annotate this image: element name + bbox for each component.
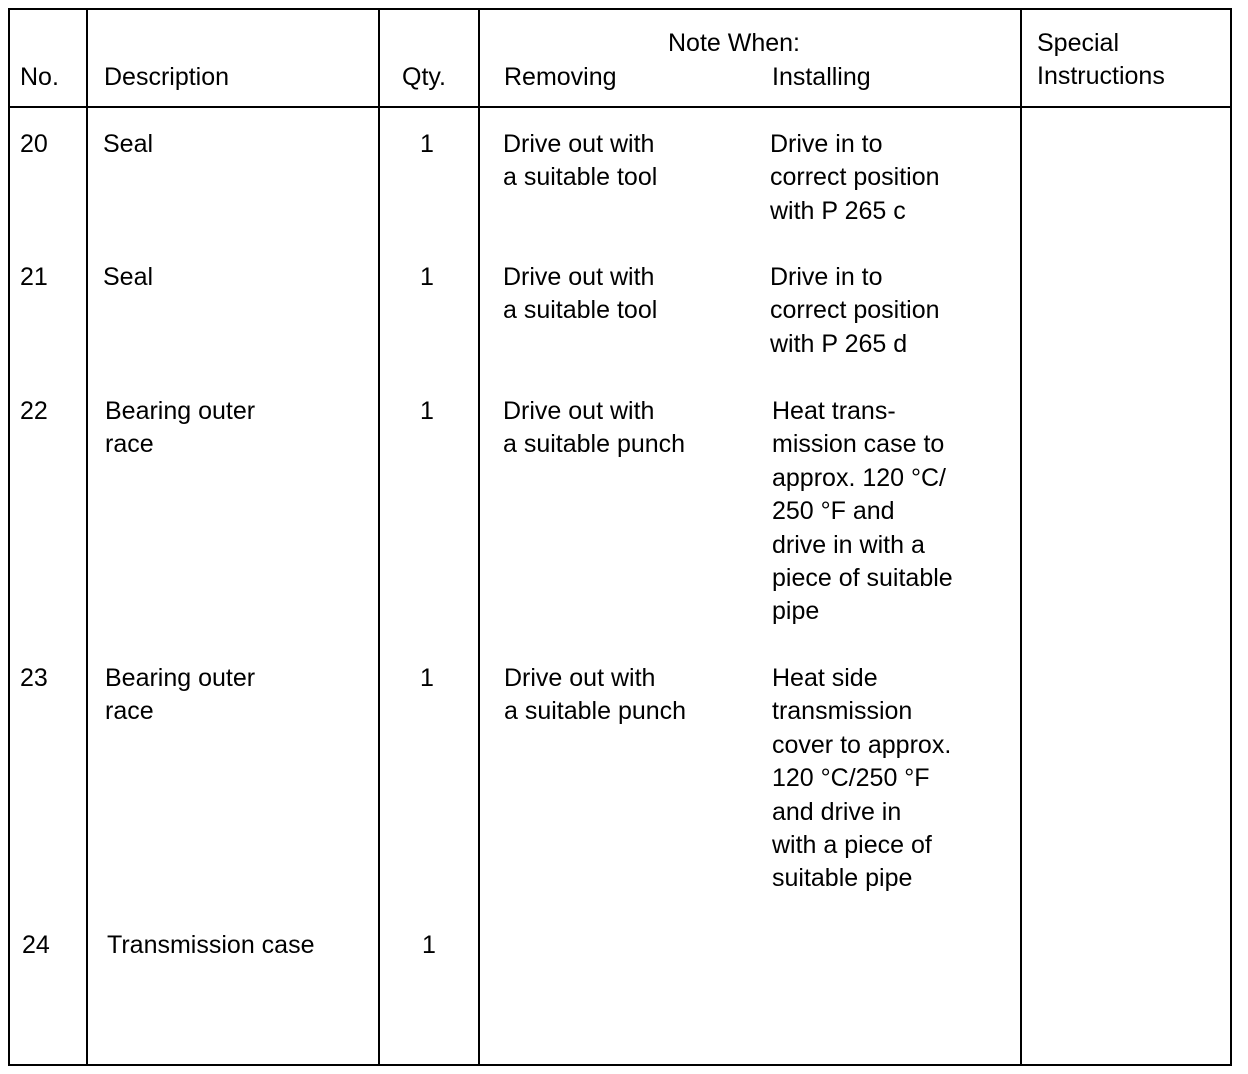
row-21-no: 21: [20, 263, 48, 291]
row-23-installing: Heat side transmission cover to approx. 120 °C/250 °F and drive in with a piece of suitable pipe: [772, 664, 952, 893]
row-24-no: 24: [22, 931, 50, 959]
row-21-qty: 1: [420, 263, 434, 291]
column-divider-no: [86, 10, 88, 1064]
header-special-instructions: Special Instructions: [1037, 29, 1165, 90]
row-21-description: Seal: [103, 263, 154, 291]
header-divider: [10, 106, 1230, 108]
header-no: No.: [20, 63, 59, 91]
row-22-description: Bearing outer race: [105, 397, 256, 459]
row-21-removing: Drive out with a suitable tool: [503, 263, 658, 325]
header-qty: Qty.: [402, 63, 446, 91]
row-22-removing: Drive out with a suitable punch: [503, 397, 686, 459]
row-20-removing: Drive out with a suitable tool: [503, 130, 658, 192]
row-20-qty: 1: [420, 130, 434, 158]
row-22-no: 22: [20, 397, 48, 425]
row-20-no: 20: [20, 130, 48, 158]
header-installing: Installing: [772, 63, 871, 91]
row-24-description: Transmission case: [107, 931, 315, 959]
row-23-description: Bearing outer race: [105, 664, 256, 726]
column-divider-description: [378, 10, 380, 1064]
column-divider-qty: [478, 10, 480, 1064]
row-21-installing: Drive in to correct position with P 265 d: [770, 263, 940, 358]
header-description: Description: [104, 63, 230, 91]
row-24-qty: 1: [422, 931, 436, 959]
column-divider-note: [1020, 10, 1022, 1064]
row-20-installing: Drive in to correct position with P 265 c: [770, 130, 940, 225]
row-23-removing: Drive out with a suitable punch: [504, 664, 687, 726]
parts-table: [8, 8, 1232, 1066]
row-23-qty: 1: [420, 664, 434, 692]
header-note-when: Note When:: [668, 29, 801, 57]
row-22-installing: Heat trans- mission case to approx. 120 °C/ 250 °F and drive in with a piece of suitable pipe: [772, 397, 953, 626]
row-20-description: Seal: [103, 130, 154, 158]
header-removing: Removing: [504, 63, 617, 91]
row-22-qty: 1: [420, 397, 434, 425]
row-23-no: 23: [20, 664, 48, 692]
